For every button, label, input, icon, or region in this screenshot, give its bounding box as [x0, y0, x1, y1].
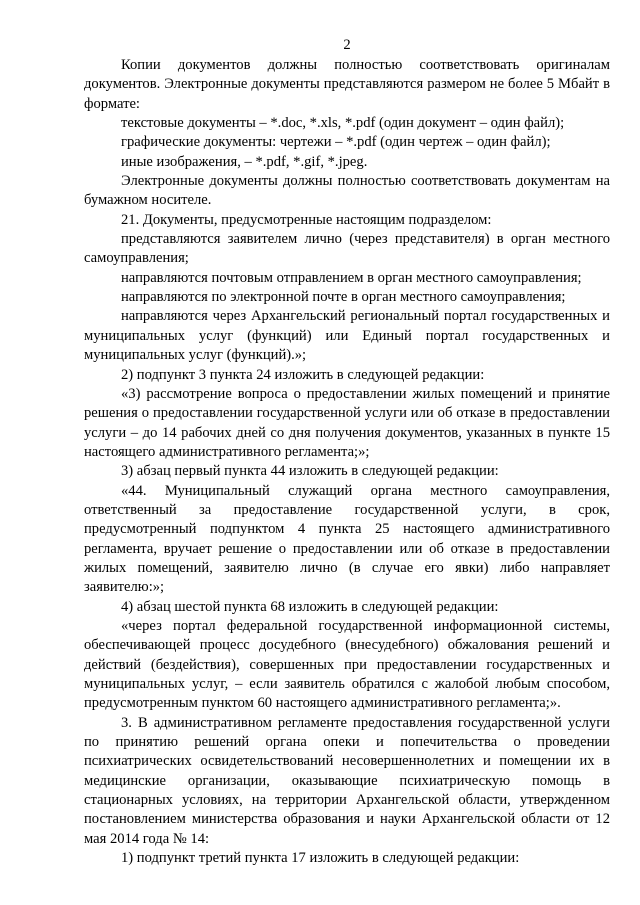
page-number: 2: [343, 37, 351, 53]
paragraph-quote-item-44: «44. Муниципальный служащий органа местного самоуправления, ответственный за предоставление государственной услуги, в срок, предусмотренный подпунктом 4 пункта 25 настоящего административного регламента, вручает решение о предоставлении или об отказе в предоставлении жилых помещений, заявителю лично (в случае его явки) либо направляет заявителю:»;: [84, 482, 610, 596]
paragraph-quote-federal-portal: «через портал федеральной государственной информационной системы, обеспечивающей процесс досудебного (внесудебного) обжалования решений и действий (бездействия), совершенных при предоставлении государственных и муниципальных услуг, – если заявитель обратился с жалобой любым способом, предусмотренным пунктом 60 настоящего административного регламента;».: [84, 617, 610, 712]
paragraph-electronic-docs: Электронные документы должны полностью соответствовать документам на бумажном носителе.: [84, 173, 610, 209]
paragraph-amendment-1-item-17: 1) подпункт третий пункта 17 изложить в следующей редакции:: [121, 850, 520, 867]
document-page: [84, 36, 610, 868]
paragraph-amendment-3: 3) абзац первый пункта 44 изложить в следующей редакции:: [121, 463, 499, 480]
paragraph-quote-subitem-3: «3) рассмотрение вопроса о предоставлении жилых помещений и принятие решения о предоставлении государственной услуги или об отказе в предоставлении услуги – до 14 рабочих дней со дня получения документов, указанных в пункте 15 настоящего административного регламента;»;: [84, 385, 610, 460]
paragraph-section-3: 3. В административном регламенте предоставления государственной услуги по принятию решений органа опеки и попечительства о проведении психиатрических освидетельствований несовершеннолетних и помещении их в медицинские организации, оказывающие психиатрическую помощь в стационарных условиях, на территории Архангельской области, утвержденном постановлением министерства образования и науки Архангельской области от 12 мая 2014 года № 14:: [84, 714, 610, 847]
paragraph-amendment-4: 4) абзац шестой пункта 68 изложить в следующей редакции:: [121, 598, 499, 615]
paragraph-item-21: 21. Документы, предусмотренные настоящим подразделом:: [121, 211, 492, 228]
paragraph-submitted-personally: представляются заявителем лично (через представителя) в орган местного самоуправления;: [84, 231, 610, 267]
paragraph-graphic-docs: графические документы: чертежи – *.pdf (один чертеж – один файл);: [121, 134, 551, 151]
paragraph-amendment-2: 2) подпункт 3 пункта 24 изложить в следующей редакции:: [121, 366, 485, 383]
paragraph-sent-by-post: направляются почтовым отправлением в орган местного самоуправления;: [121, 269, 582, 286]
paragraph-images: иные изображения, – *.pdf, *.gif, *.jpeg.: [121, 153, 368, 170]
paragraph-sent-by-email: направляются по электронной почте в орган местного самоуправления;: [121, 289, 566, 306]
paragraph-copies-requirements: Копии документов должны полностью соответствовать оригиналам документов. Электронные документы представляются размером не более 5 Мбайт в формате:: [84, 57, 610, 112]
paragraph-sent-via-portal: направляются через Архангельский региональный портал государственных и муниципальных услуг (функций) или Единый портал государственных и муниципальных услуг (функций).»;: [84, 308, 610, 364]
paragraph-text-docs: текстовые документы – *.doc, *.xls, *.pdf (один документ – один файл);: [121, 115, 565, 132]
